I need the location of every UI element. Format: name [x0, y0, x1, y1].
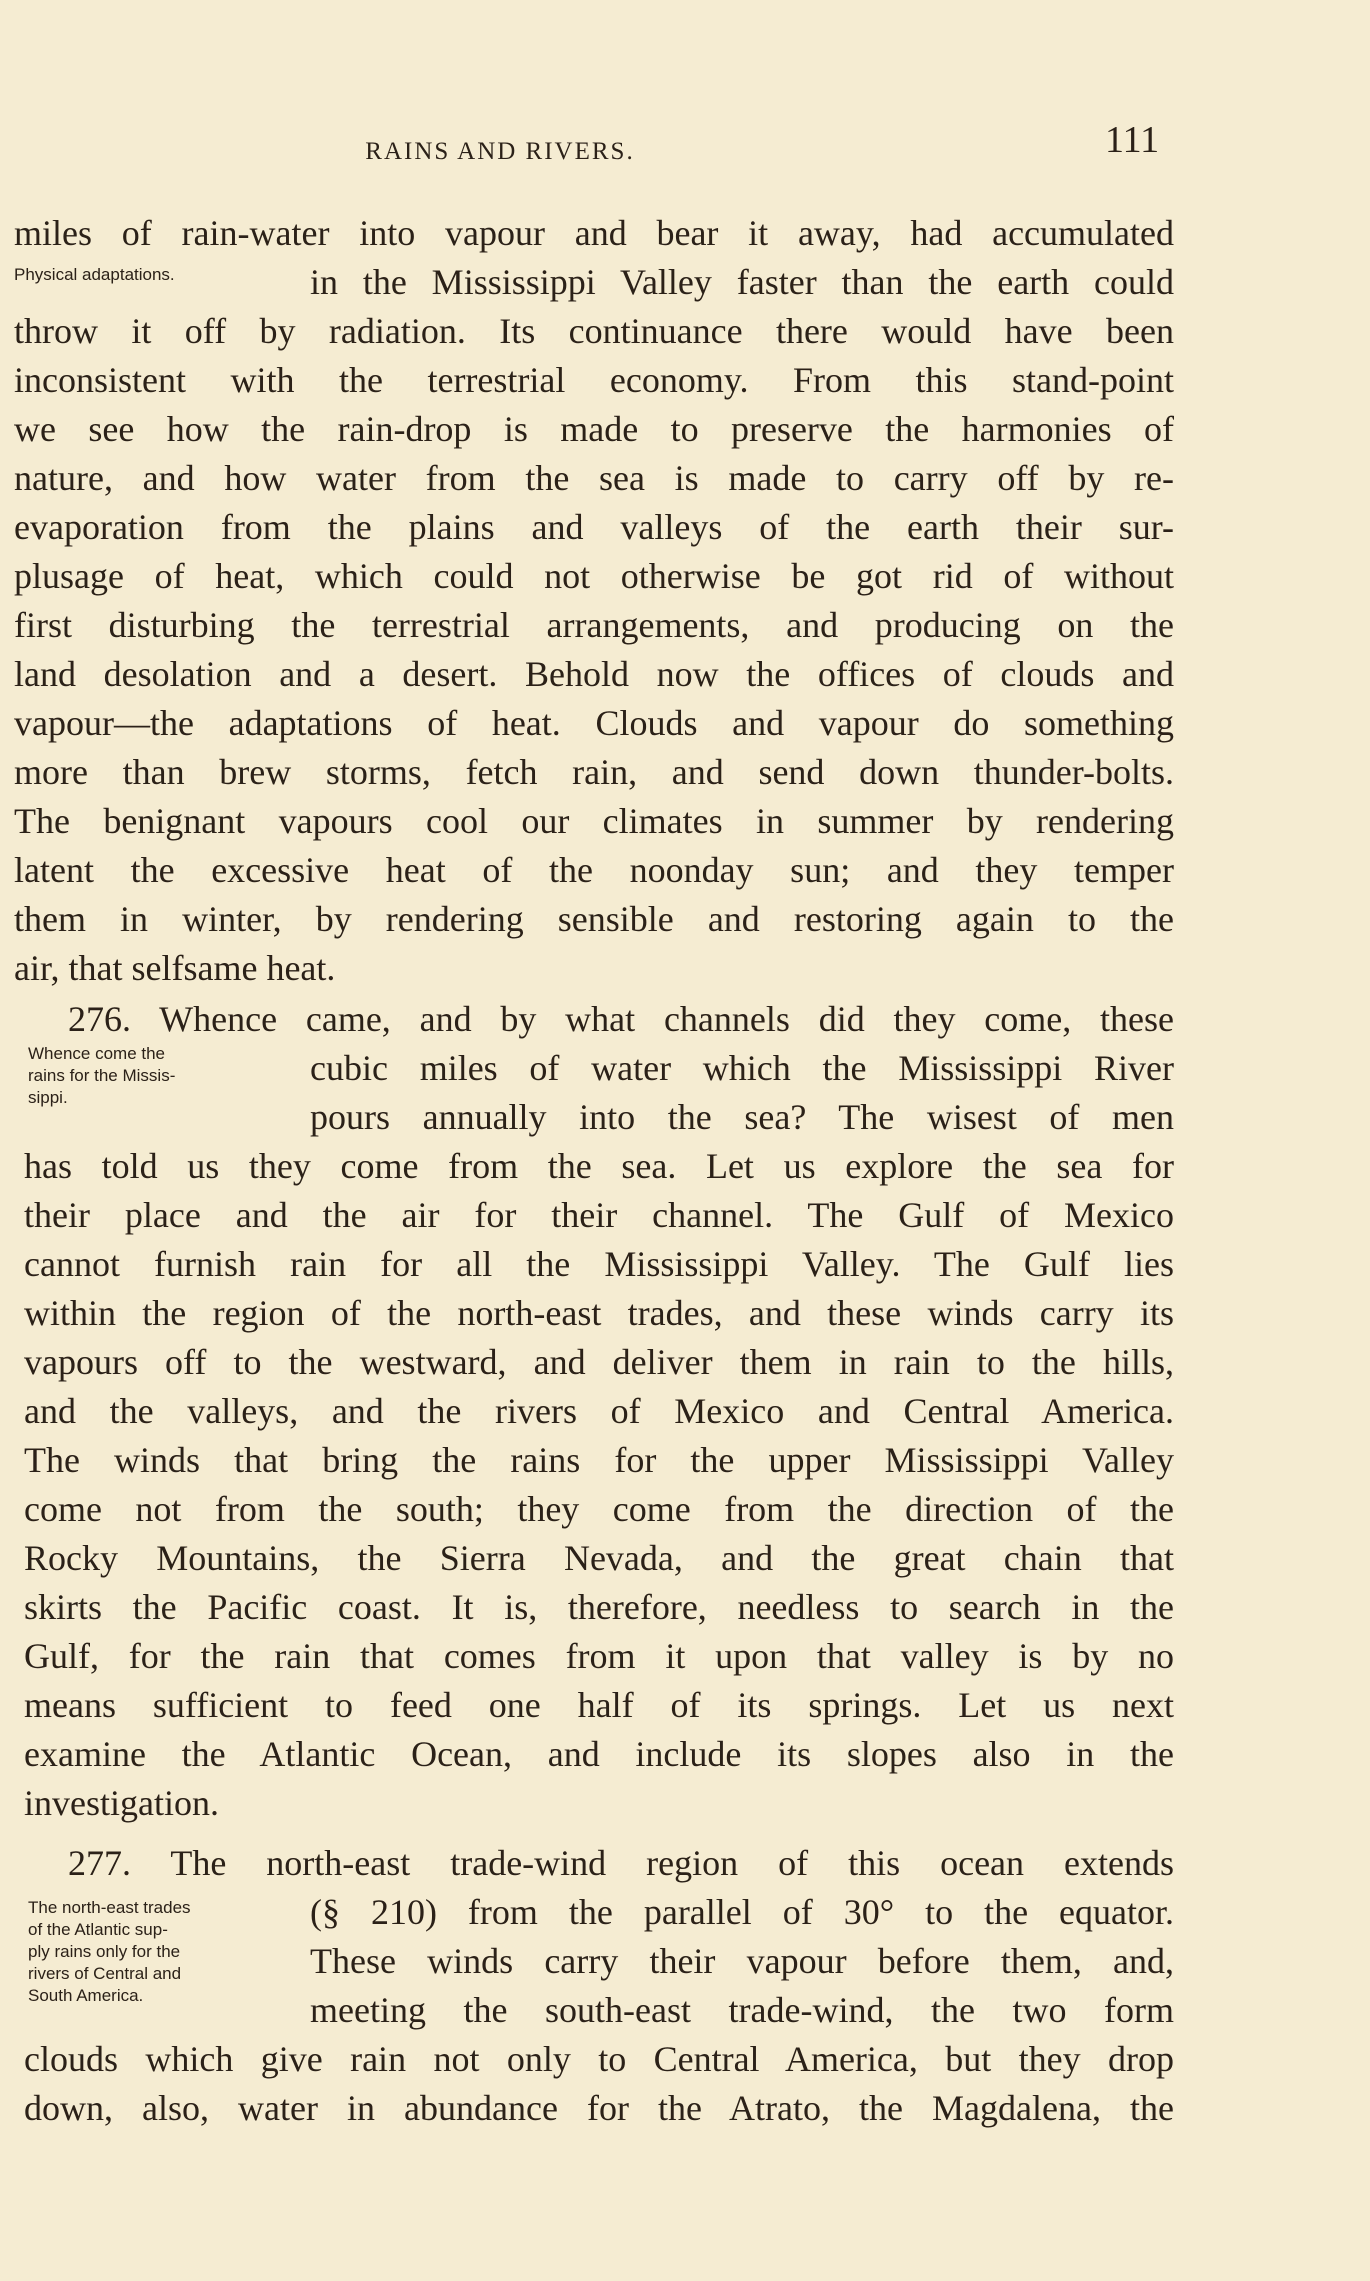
- text-line: down, also, water in abundance for the Atrato, the Magdalena, the: [24, 2088, 1174, 2128]
- text-line: come not from the south; they come from the direction of the: [24, 1489, 1174, 1529]
- text-line: investigation.: [24, 1783, 219, 1823]
- sidenote-line: Whence come the: [28, 1044, 166, 1063]
- text-line: (§ 210) from the parallel of 30° to the equator.: [310, 1892, 1174, 1932]
- text-line: has told us they come from the sea. Let us explore the sea for: [24, 1146, 1174, 1186]
- sidenote-line: The north-east trades: [28, 1898, 191, 1917]
- text-line: vapour—the adaptations of heat. Clouds and vapour do something: [14, 703, 1174, 743]
- sidenote-line: Physical adaptations.: [14, 265, 175, 284]
- text-line: vapours off to the westward, and deliver them in rain to the hills,: [24, 1342, 1174, 1382]
- sidenote-line: of the Atlantic sup-: [28, 1920, 168, 1939]
- text-line: cubic miles of water which the Mississippi River: [310, 1048, 1174, 1088]
- sidenote-line: ply rains only for the: [28, 1942, 181, 1961]
- text-line: 277. The north-east trade-wind region of this ocean extends: [68, 1843, 1174, 1883]
- text-line: nature, and how water from the sea is made to carry off by re-: [14, 458, 1174, 498]
- text-line: Gulf, for the rain that comes from it upon that valley is by no: [24, 1636, 1174, 1676]
- sidenote-physical-adaptations: [14, 264, 175, 286]
- text-line: first disturbing the terrestrial arrangements, and producing on the: [14, 605, 1174, 645]
- running-title: RAINS AND RIVERS.: [365, 138, 635, 165]
- text-line: examine the Atlantic Ocean, and include its slopes also in the: [24, 1734, 1174, 1774]
- text-line: means sufficient to feed one half of its springs. Let us next: [24, 1685, 1174, 1725]
- text-line: The winds that bring the rains for the upper Mississippi Valley: [24, 1440, 1174, 1480]
- text-line: latent the excessive heat of the noonday sun; and they temper: [14, 850, 1174, 890]
- sidenote-line: sippi.: [28, 1088, 68, 1107]
- text-line: These winds carry their vapour before them, and,: [310, 1941, 1174, 1981]
- text-line: them in winter, by rendering sensible and restoring again to the: [14, 899, 1174, 939]
- sidenote-whence-come-the-rains: [28, 1043, 175, 1109]
- text-line: in the Mississippi Valley faster than the earth could: [310, 262, 1174, 302]
- sidenote-north-east-trades: [28, 1897, 191, 2007]
- text-line: land desolation and a desert. Behold now the offices of clouds and: [14, 654, 1174, 694]
- text-line: inconsistent with the terrestrial economy. From this stand-point: [14, 360, 1174, 400]
- text-line: pours annually into the sea? The wisest of men: [310, 1097, 1174, 1137]
- text-line: we see how the rain-drop is made to preserve the harmonies of: [14, 409, 1174, 449]
- text-line: cannot furnish rain for all the Mississippi Valley. The Gulf lies: [24, 1244, 1174, 1284]
- sidenote-line: South America.: [28, 1986, 144, 2005]
- text-line: Rocky Mountains, the Sierra Nevada, and the great chain that: [24, 1538, 1174, 1578]
- text-line: within the region of the north-east trades, and these winds carry its: [24, 1293, 1174, 1333]
- text-line: skirts the Pacific coast. It is, therefore, needless to search in the: [24, 1587, 1174, 1627]
- sidenote-line: rains for the Missis-: [28, 1066, 176, 1085]
- text-line: miles of rain-water into vapour and bear it away, had accumulated: [14, 213, 1174, 253]
- page-header: [0, 118, 1370, 178]
- text-line: more than brew storms, fetch rain, and send down thunder-bolts.: [14, 752, 1174, 792]
- text-line: their place and the air for their channel. The Gulf of Mexico: [24, 1195, 1174, 1235]
- text-line: plusage of heat, which could not otherwise be got rid of without: [14, 556, 1174, 596]
- text-line: throw it off by radiation. Its continuance there would have been: [14, 311, 1174, 351]
- page-number: 111: [1105, 119, 1160, 161]
- text-line: clouds which give rain not only to Central America, but they drop: [24, 2039, 1174, 2079]
- text-line: and the valleys, and the rivers of Mexico and Central America.: [24, 1391, 1174, 1431]
- sidenote-line: rivers of Central and: [28, 1964, 182, 1983]
- text-line: evaporation from the plains and valleys of the earth their sur-: [14, 507, 1174, 547]
- text-line: air, that selfsame heat.: [14, 948, 336, 988]
- text-line: meeting the south-east trade-wind, the two form: [310, 1990, 1174, 2030]
- text-line: The benignant vapours cool our climates in summer by rendering: [14, 801, 1174, 841]
- text-line: 276. Whence came, and by what channels did they come, these: [68, 999, 1174, 1039]
